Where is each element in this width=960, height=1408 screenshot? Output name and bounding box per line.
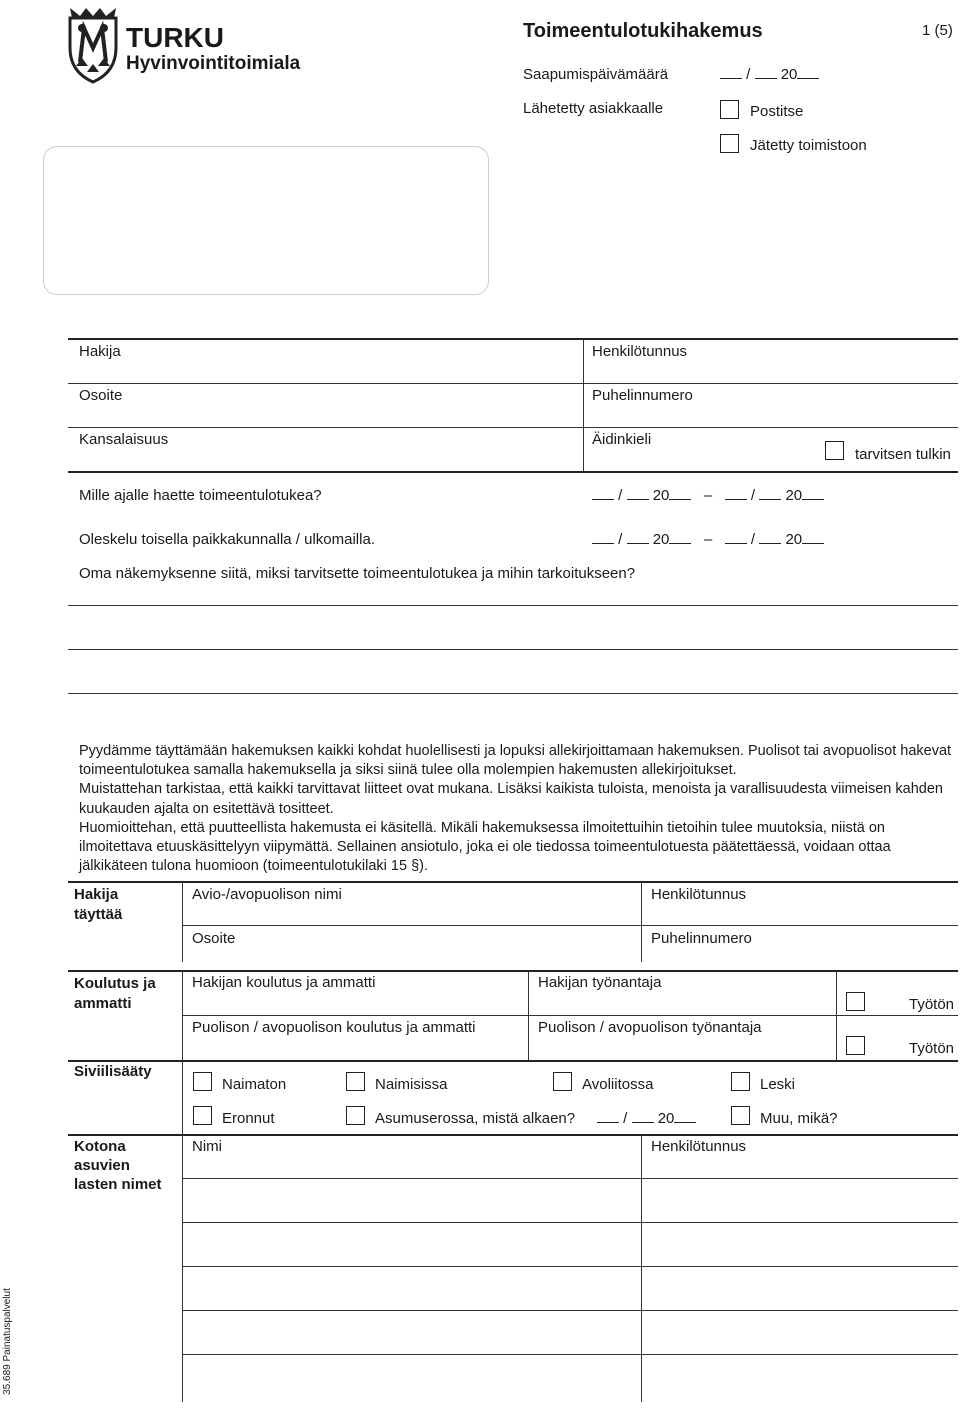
period-question: Mille ajalle haette toimeentulotukea? <box>79 487 322 504</box>
spouse-employer-field[interactable]: Puolison / avopuolison työnantaja <box>538 1019 762 1036</box>
opinion-answer-line-2[interactable] <box>68 649 958 650</box>
applicant-employer-field[interactable]: Hakijan työnantaja <box>538 974 662 991</box>
spouse-education-field[interactable]: Puolison / avopuolison koulutus ja ammatti <box>192 1019 476 1036</box>
children-section-label: Kotona asuvien lasten nimet <box>74 1138 162 1193</box>
marital-cohabiting-checkbox[interactable] <box>553 1072 572 1091</box>
marital-married-checkbox[interactable] <box>346 1072 365 1091</box>
spouse-ssn-field[interactable]: Henkilötunnus <box>651 886 747 903</box>
marital-option-label: Leski <box>760 1076 796 1093</box>
applicant-table-divider <box>583 338 584 472</box>
marital-option-label: Muu, mikä? <box>760 1110 838 1127</box>
opinion-question: Oma näkemyksenne siitä, miksi tarvitsette toimeentulotukea ja mihin tarkoitukseen? <box>79 565 636 582</box>
child-row[interactable] <box>182 1178 958 1179</box>
child-row[interactable] <box>182 1266 958 1267</box>
applicant-phone-field[interactable]: Puhelinnumero <box>592 387 693 404</box>
address-window <box>43 146 489 295</box>
opinion-answer-line-3[interactable] <box>68 693 958 694</box>
marital-option-label: Asumuserossa, mistä alkaen? <box>375 1110 576 1127</box>
marital-divorced-checkbox[interactable] <box>193 1106 212 1125</box>
stay-question: Oleskelu toisella paikkakunnalla / ulkomailla. <box>79 531 375 548</box>
applicant-nationality-field[interactable]: Kansalaisuus <box>79 431 169 448</box>
city-coat-of-arms-logo <box>66 4 120 84</box>
spouse-name-field[interactable]: Avio-/avopuolison nimi <box>192 886 342 903</box>
org-name: TURKU <box>126 22 224 53</box>
applicant-table-top-border <box>68 338 958 340</box>
education-section-label: Koulutus ja ammatti <box>74 975 156 1012</box>
instructions-notice <box>79 742 959 876</box>
notice-paragraph-2: Muistattehan tarkistaa, että kaikki tarvittavat liitteet ovat mukana. Lisäksi kaikista tuloista, menoista ja varallisuudesta viimeisen kahden kuukauden ajalta on esitettävä tositteet. <box>79 781 943 817</box>
marital-other-checkbox[interactable] <box>731 1106 750 1125</box>
left-at-office-label: Jätetty toimistoon <box>750 137 867 154</box>
print-code: 35.689 Painatuspalvelut <box>1 1288 13 1395</box>
arrival-date-field[interactable]: / 20 <box>720 66 819 84</box>
marital-section-label: Siviilisääty <box>74 1063 152 1080</box>
interpreter-label: tarvitsen tulkin <box>855 446 951 463</box>
spouse-phone-field[interactable]: Puhelinnumero <box>651 930 752 947</box>
marital-option-label: Eronnut <box>222 1110 275 1127</box>
org-unit: Hyvinvointitoimiala <box>126 53 301 74</box>
arrival-date-label: Saapumispäivämäärä <box>523 66 669 83</box>
applicant-unemployed-label: Työtön <box>909 996 955 1013</box>
stay-date-range-field[interactable]: / 20 – / 20 <box>592 531 824 549</box>
marital-option-label: Naimaton <box>222 1076 287 1093</box>
applicant-ssn-field[interactable]: Henkilötunnus <box>592 343 688 360</box>
applicant-address-field[interactable]: Osoite <box>79 387 123 404</box>
sent-to-client-label: Lähetetty asiakkaalle <box>523 100 664 117</box>
interpreter-checkbox[interactable] <box>825 441 844 460</box>
applicant-education-field[interactable]: Hakijan koulutus ja ammatti <box>192 974 376 991</box>
left-at-office-checkbox[interactable] <box>720 134 739 153</box>
page-number: 1 (5) <box>922 22 953 39</box>
marital-option-label: Avoliitossa <box>582 1076 654 1093</box>
marital-separated-checkbox[interactable] <box>346 1106 365 1125</box>
notice-paragraph-1: Pyydämme täyttämään hakemuksen kaikki kohdat huolellisesti ja lopuksi allekirjoittamaan hakemuksen. Puolisot tai avopuolisot hakevat toimeentulotukea samalla hakemuksella ja siksi siinä tulee olla molempien hakemusten allekirjoitukset. <box>79 743 952 779</box>
separation-date-field[interactable]: / 20 <box>597 1110 696 1128</box>
marital-widowed-checkbox[interactable] <box>731 1072 750 1091</box>
by-mail-checkbox[interactable] <box>720 100 739 119</box>
spouse-section-label: Hakija täyttää <box>74 886 123 923</box>
notice-paragraph-3: Huomioittehan, että puutteellista hakemusta ei käsitellä. Mikäli hakemuksessa ilmoitettuihin tietoihin tulee muutoksia, niistä on ilmoitettava etuuskäsittelyyn viipymättä. Sellainen ansiotulo, joka ei ole tiedossa toimeentulotuesta päätettäessä, voidaan ottaa jälkikäteen tulona huomioon (toimeentulotukilaki 15 §). <box>79 819 891 875</box>
spouse-unemployed-label: Työtön <box>909 1040 955 1057</box>
applicant-mother-tongue-field[interactable]: Äidinkieli <box>592 431 652 448</box>
applicant-name-field[interactable]: Hakija <box>79 343 121 360</box>
child-ssn-column-label: Henkilötunnus <box>651 1138 747 1155</box>
child-row[interactable] <box>182 1354 958 1355</box>
opinion-answer-line-1[interactable] <box>68 605 958 606</box>
spouse-unemployed-checkbox[interactable] <box>846 1036 865 1055</box>
spouse-address-field[interactable]: Osoite <box>192 930 236 947</box>
child-name-column-label: Nimi <box>192 1138 222 1155</box>
child-row[interactable] <box>182 1310 958 1311</box>
period-date-range-field[interactable]: / 20 – / 20 <box>592 487 824 505</box>
marital-unmarried-checkbox[interactable] <box>193 1072 212 1091</box>
form-title: Toimeentulotukihakemus <box>523 20 763 42</box>
marital-option-label: Naimisissa <box>375 1076 448 1093</box>
by-mail-label: Postitse <box>750 103 804 120</box>
applicant-unemployed-checkbox[interactable] <box>846 992 865 1011</box>
child-row[interactable] <box>182 1222 958 1223</box>
